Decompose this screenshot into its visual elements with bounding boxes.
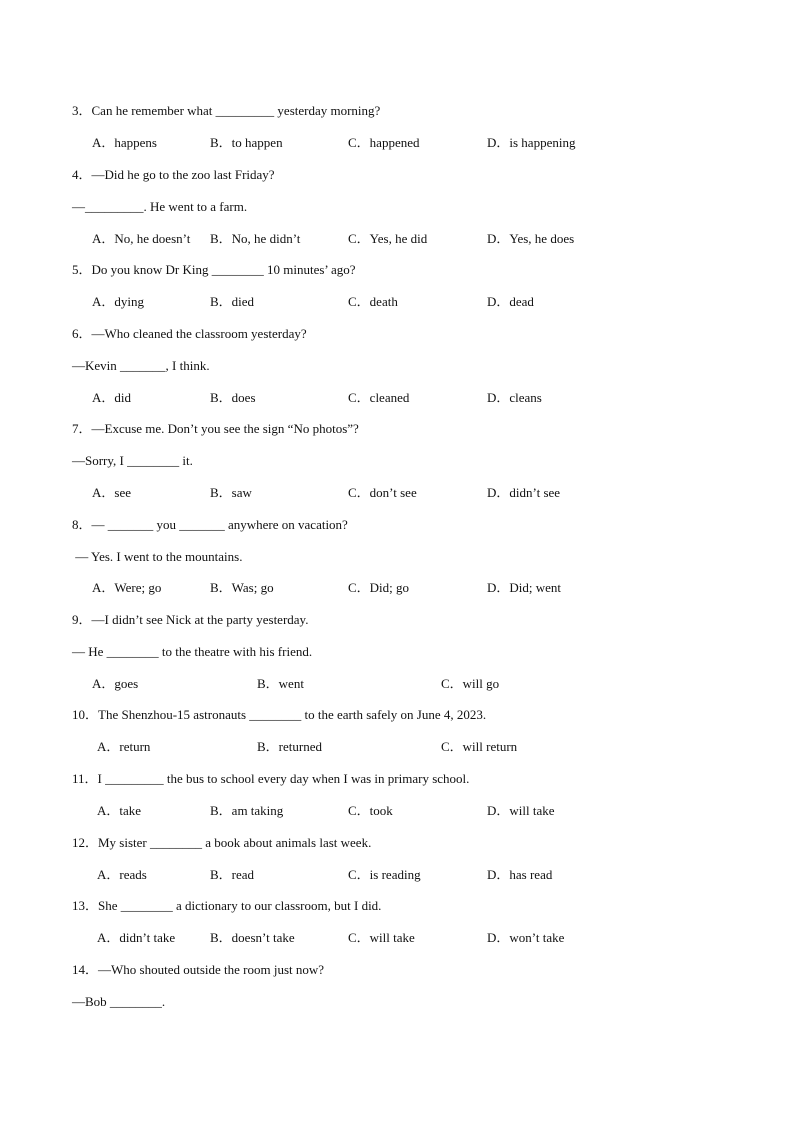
option-a[interactable]: A．dying	[92, 294, 145, 309]
question-11-options	[0, 803, 793, 819]
question-7-options	[0, 485, 793, 501]
option-b[interactable]: B．am taking	[210, 803, 284, 818]
option-a[interactable]: A．return	[97, 739, 151, 754]
question-6-options	[0, 390, 793, 406]
option-a[interactable]: A．see	[92, 485, 131, 500]
question-10-stem: 10．The Shenzhou-15 astronauts ________ to the earth safely on June 4, 2023.	[72, 707, 487, 722]
question-3-options	[0, 135, 793, 151]
option-a[interactable]: A．didn’t take	[97, 930, 176, 945]
option-c[interactable]: C．Did; go	[348, 580, 410, 595]
question-3-stem: 3．Can he remember what _________ yesterday morning?	[72, 103, 381, 118]
option-b[interactable]: B．went	[257, 676, 304, 691]
question-9-reply: — He ________ to the theatre with his friend.	[72, 644, 313, 659]
option-a[interactable]: A．did	[92, 390, 132, 405]
question-11-stem: 11．I _________ the bus to school every day when I was in primary school.	[72, 771, 470, 786]
option-b[interactable]: B．saw	[210, 485, 252, 500]
option-b[interactable]: B．returned	[257, 739, 322, 754]
question-5-stem: 5．Do you know Dr King ________ 10 minutes’ ago?	[72, 262, 356, 277]
option-c[interactable]: C．happened	[348, 135, 420, 150]
question-4-options	[0, 231, 793, 247]
question-6-reply: —Kevin _______, I think.	[72, 358, 210, 373]
option-a[interactable]: A．reads	[97, 867, 147, 882]
question-5-options	[0, 294, 793, 310]
option-b[interactable]: B．No, he didn’t	[210, 231, 301, 246]
option-d[interactable]: D．won’t take	[487, 930, 565, 945]
option-d[interactable]: D．will take	[487, 803, 555, 818]
option-c[interactable]: C．Yes, he did	[348, 231, 428, 246]
option-a[interactable]: A．take	[97, 803, 142, 818]
option-d[interactable]: D．cleans	[487, 390, 542, 405]
option-d[interactable]: D．Yes, he does	[487, 231, 575, 246]
option-b[interactable]: B．doesn’t take	[210, 930, 295, 945]
option-d[interactable]: D．didn’t see	[487, 485, 561, 500]
question-4-reply: —_________. He went to a farm.	[72, 199, 248, 214]
option-b[interactable]: B．read	[210, 867, 255, 882]
option-d[interactable]: D．Did; went	[487, 580, 562, 595]
question-13-options	[0, 930, 793, 946]
question-12-options	[0, 867, 793, 883]
option-d[interactable]: D．has read	[487, 867, 553, 882]
question-8-options	[0, 580, 793, 596]
option-a[interactable]: A．No, he doesn’t	[92, 231, 191, 246]
question-8-stem: 8．— _______ you _______ anywhere on vacation?	[72, 517, 348, 532]
option-b[interactable]: B．to happen	[210, 135, 283, 150]
question-7-reply: —Sorry, I ________ it.	[72, 453, 193, 468]
option-c[interactable]: C．took	[348, 803, 393, 818]
option-c[interactable]: C．will take	[348, 930, 415, 945]
option-c[interactable]: C．don’t see	[348, 485, 417, 500]
option-b[interactable]: B．died	[210, 294, 255, 309]
option-b[interactable]: B．does	[210, 390, 256, 405]
question-10-options	[0, 739, 793, 755]
question-14-reply: —Bob ________.	[72, 994, 166, 1009]
option-b[interactable]: B．Was; go	[210, 580, 274, 595]
question-8-reply: — Yes. I went to the mountains.	[72, 549, 243, 564]
option-a[interactable]: A．Were; go	[92, 580, 162, 595]
option-c[interactable]: C．death	[348, 294, 398, 309]
option-d[interactable]: D．is happening	[487, 135, 576, 150]
question-13-stem: 13．She ________ a dictionary to our classroom, but I did.	[72, 898, 382, 913]
option-c[interactable]: C．will return	[441, 739, 518, 754]
question-9-options	[0, 676, 793, 692]
option-c[interactable]: C．is reading	[348, 867, 421, 882]
option-c[interactable]: C．cleaned	[348, 390, 410, 405]
option-a[interactable]: A．happens	[92, 135, 157, 150]
option-c[interactable]: C．will go	[441, 676, 500, 691]
option-a[interactable]: A．goes	[92, 676, 139, 691]
question-6-stem: 6．—Who cleaned the classroom yesterday?	[72, 326, 307, 341]
question-4-stem: 4．—Did he go to the zoo last Friday?	[72, 167, 275, 182]
question-9-stem: 9．—I didn’t see Nick at the party yesterday.	[72, 612, 309, 627]
question-7-stem: 7．—Excuse me. Don’t you see the sign “No photos”?	[72, 421, 359, 436]
option-d[interactable]: D．dead	[487, 294, 534, 309]
question-14-stem: 14．—Who shouted outside the room just now?	[72, 962, 325, 977]
question-12-stem: 12．My sister ________ a book about animals last week.	[72, 835, 372, 850]
